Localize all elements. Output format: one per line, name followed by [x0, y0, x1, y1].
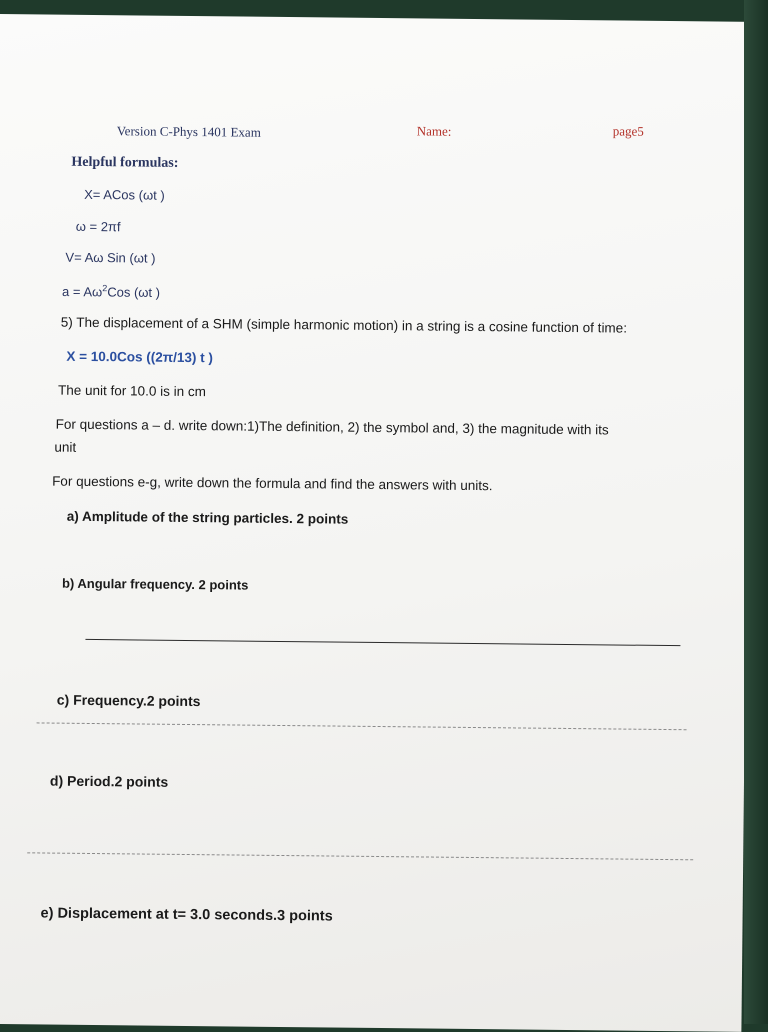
instructions-a-d: For questions a – d. write down:1)The definition, 2) the symbol and, 3) the magnitude with its: [55, 416, 609, 438]
part-e: e) Displacement at t= 3.0 seconds.3 points: [40, 905, 333, 925]
answer-line-d: [27, 852, 693, 860]
part-a: a) Amplitude of the string particles. 2 points: [66, 508, 349, 527]
instructions-e-g: For questions e-g, write down the formula and find the answers with units.: [52, 473, 493, 494]
exam-page: [0, 14, 752, 1032]
formula-displacement: X= ACos (ωt ): [84, 186, 165, 203]
background-edge: [744, 0, 768, 1024]
part-d: d) Period.2 points: [49, 772, 169, 790]
part-c: c) Frequency.2 points: [56, 691, 201, 710]
formulas-heading: Helpful formulas:: [71, 154, 179, 171]
formula-velocity: V= Aω Sin (ωt ): [65, 249, 156, 266]
part-b: b) Angular frequency. 2 points: [61, 575, 249, 593]
page-number: page5: [612, 123, 644, 139]
unit-note: The unit for 10.0 is in cm: [57, 382, 206, 400]
answer-line-c: [37, 722, 687, 730]
answer-line-b: [85, 639, 680, 646]
question-statement: 5) The displacement of a SHM (simple harmonic motion) in a string is a cosine function of time:: [60, 314, 628, 336]
name-label: Name:: [416, 123, 452, 139]
exam-version: Version C-Phys 1401 Exam: [116, 123, 261, 140]
instructions-a-d-unit: unit: [54, 439, 77, 455]
question-equation: X = 10.0Cos ((2π/13) t ): [66, 348, 214, 366]
formula-angular-frequency: ω = 2πf: [75, 218, 121, 235]
formula-acceleration: $a = A\omega^2Cos$ (ωt ): [62, 283, 161, 301]
